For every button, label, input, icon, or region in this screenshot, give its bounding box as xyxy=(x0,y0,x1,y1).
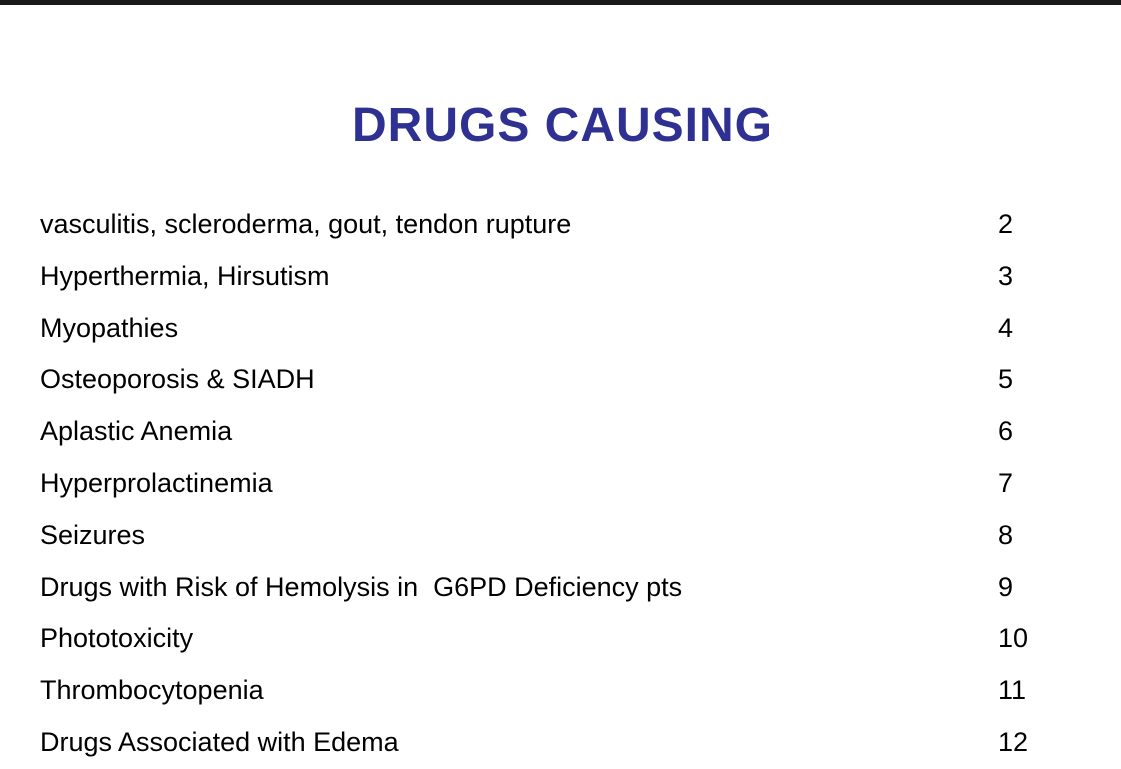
toc-row-thrombocytopenia xyxy=(40,665,1080,717)
table-of-contents xyxy=(40,199,1080,769)
toc-entry-label: Seizures xyxy=(40,519,146,550)
toc-entry-label: Drugs with Risk of Hemolysis in G6PD Deficiency pts xyxy=(40,571,683,602)
toc-entry-label: Hyperthermia, Hirsutism xyxy=(40,260,330,291)
toc-entry-label: Aplastic Anemia xyxy=(40,416,233,447)
toc-row-osteoporosis xyxy=(40,354,1080,406)
toc-page-number: 7 xyxy=(998,467,1014,498)
toc-row-hyperprolactinemia xyxy=(40,458,1080,510)
toc-row-myopathies xyxy=(40,303,1080,355)
toc-entry-label: Hyperprolactinemia xyxy=(40,467,273,498)
toc-entry-label: Phototoxicity xyxy=(40,623,194,654)
toc-page-number: 2 xyxy=(998,209,1014,239)
toc-entry-label: Drugs Associated with Edema xyxy=(40,726,399,757)
toc-entry-label: Thrombocytopenia xyxy=(40,675,264,706)
toc-page-number: 8 xyxy=(998,519,1014,550)
toc-row-phototoxicity xyxy=(40,613,1080,665)
toc-page-number: 3 xyxy=(998,260,1014,291)
page-title: DRUGS CAUSING xyxy=(351,99,774,153)
toc-entry-label: Myopathies xyxy=(40,312,179,343)
toc-row-seizures xyxy=(40,510,1080,562)
toc-row-aplastic-anemia xyxy=(40,406,1080,458)
toc-row-edema xyxy=(40,717,1080,769)
top-border xyxy=(0,0,1121,5)
toc-page-number: 5 xyxy=(998,364,1014,395)
toc-page-number: 6 xyxy=(998,416,1014,447)
toc-row-vasculitis xyxy=(40,199,1080,251)
toc-entry-label: vasculitis, scleroderma, gout, tendon rupture xyxy=(40,209,572,239)
toc-page-number: 10 xyxy=(998,623,1029,654)
toc-page-number: 9 xyxy=(998,571,1014,602)
toc-row-hyperthermia xyxy=(40,251,1080,303)
toc-page-number: 11 xyxy=(998,675,1027,706)
toc-row-hemolysis-g6pd xyxy=(40,562,1080,614)
toc-entry-label: Osteoporosis & SIADH xyxy=(40,364,315,395)
toc-page-number: 12 xyxy=(998,726,1029,757)
toc-page-number: 4 xyxy=(998,312,1014,343)
